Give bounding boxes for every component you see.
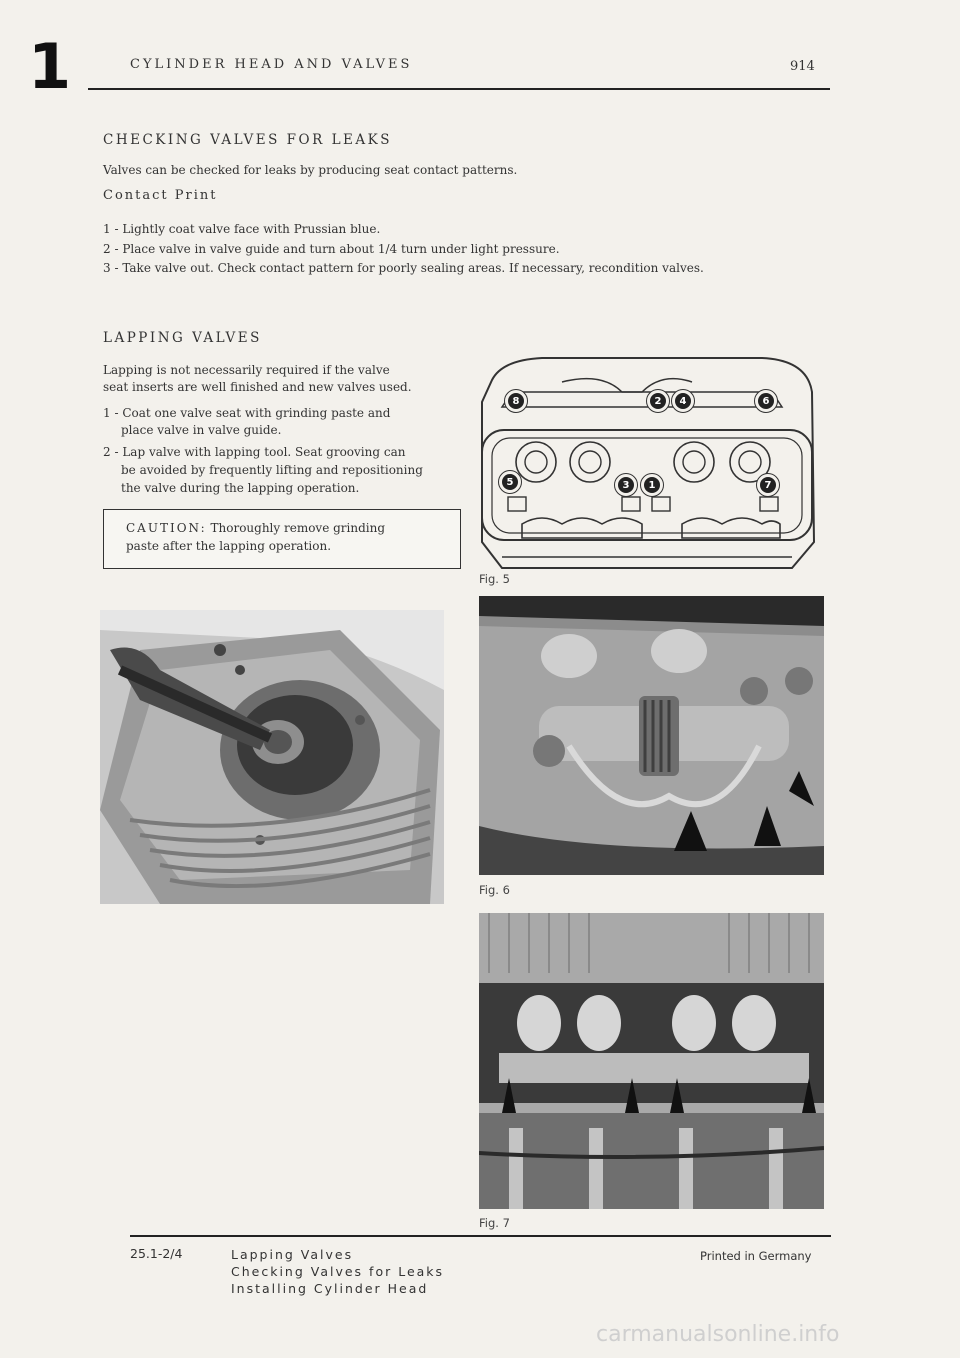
checking-step-1: 1 - Lightly coat valve face with Prussian blue. bbox=[103, 222, 381, 236]
section-number: 1 bbox=[28, 30, 72, 103]
footer-rule bbox=[130, 1235, 831, 1237]
lapping-intro-line-1: Lapping is not necessarily required if the valve bbox=[103, 363, 390, 377]
lapping-heading: LAPPING VALVES bbox=[103, 330, 262, 346]
fig5-marker-7: 7 bbox=[756, 473, 780, 497]
caution-line-1 bbox=[126, 519, 446, 537]
header-rule bbox=[88, 88, 830, 90]
checking-heading: CHECKING VALVES FOR LEAKS bbox=[103, 132, 392, 148]
printed-in-germany: Printed in Germany bbox=[700, 1249, 812, 1263]
footer-title-1: Lapping Valves bbox=[231, 1247, 354, 1262]
fig5-cylinder-head-diagram bbox=[462, 352, 824, 570]
fig5-caption: Fig. 5 bbox=[479, 572, 510, 586]
footer-code: 25.1-2/4 bbox=[130, 1246, 183, 1261]
footer-title-3: Installing Cylinder Head bbox=[231, 1281, 429, 1296]
caution-label: CAUTION: bbox=[126, 521, 207, 535]
fig5-marker-5: 5 bbox=[498, 470, 522, 494]
page-number: 914 bbox=[790, 59, 815, 74]
checking-intro: Valves can be checked for leaks by producing seat contact patterns. bbox=[103, 163, 518, 177]
fig5-marker-8: 8 bbox=[504, 389, 528, 413]
lapping-tool-photo bbox=[100, 610, 444, 904]
fig6-rocker-photo bbox=[479, 596, 824, 875]
footer-titles bbox=[231, 1246, 444, 1297]
fig7-cylinder-head-photo bbox=[479, 913, 824, 1209]
fig7-photo-drawing bbox=[479, 913, 824, 1209]
fig5-marker-4: 4 bbox=[671, 389, 695, 413]
caution-box bbox=[103, 509, 461, 569]
fig6-caption: Fig. 6 bbox=[479, 883, 510, 897]
fig5-marker-1: 1 bbox=[640, 473, 664, 497]
checking-step-3: 3 - Take valve out. Check contact pattern for poorly sealing areas. If necessary, recondition valves. bbox=[103, 261, 704, 275]
lapping-step-2-line-1: 2 - Lap valve with lapping tool. Seat grooving can bbox=[103, 445, 406, 459]
fig7-caption: Fig. 7 bbox=[479, 1216, 510, 1230]
running-header-title: CYLINDER HEAD AND VALVES bbox=[130, 57, 413, 72]
caution-text-2: paste after the lapping operation. bbox=[126, 539, 332, 553]
fig5-drawing bbox=[462, 352, 824, 570]
footer-title-2: Checking Valves for Leaks bbox=[231, 1264, 445, 1279]
watermark: carmanualsonline.info bbox=[596, 1322, 840, 1347]
lapping-step-1-line-1: 1 - Coat one valve seat with grinding paste and bbox=[103, 406, 391, 420]
caution-text-1: Thoroughly remove grinding bbox=[210, 521, 386, 535]
lapping-step-2-line-2: be avoided by frequently lifting and repositioning bbox=[121, 463, 423, 477]
fig5-marker-6: 6 bbox=[754, 389, 778, 413]
fig5-marker-3: 3 bbox=[614, 473, 638, 497]
lapping-step-2-line-3: the valve during the lapping operation. bbox=[121, 481, 360, 495]
fig6-photo-drawing bbox=[479, 596, 824, 875]
checking-step-2: 2 - Place valve in valve guide and turn about 1/4 turn under light pressure. bbox=[103, 242, 560, 256]
lapping-tool-photo-drawing bbox=[100, 610, 444, 904]
fig5-marker-2: 2 bbox=[646, 389, 670, 413]
contact-print-subheading: Contact Print bbox=[103, 188, 218, 203]
lapping-step-1-line-2: place valve in valve guide. bbox=[121, 423, 282, 437]
lapping-intro-line-2: seat inserts are well finished and new valves used. bbox=[103, 380, 412, 394]
